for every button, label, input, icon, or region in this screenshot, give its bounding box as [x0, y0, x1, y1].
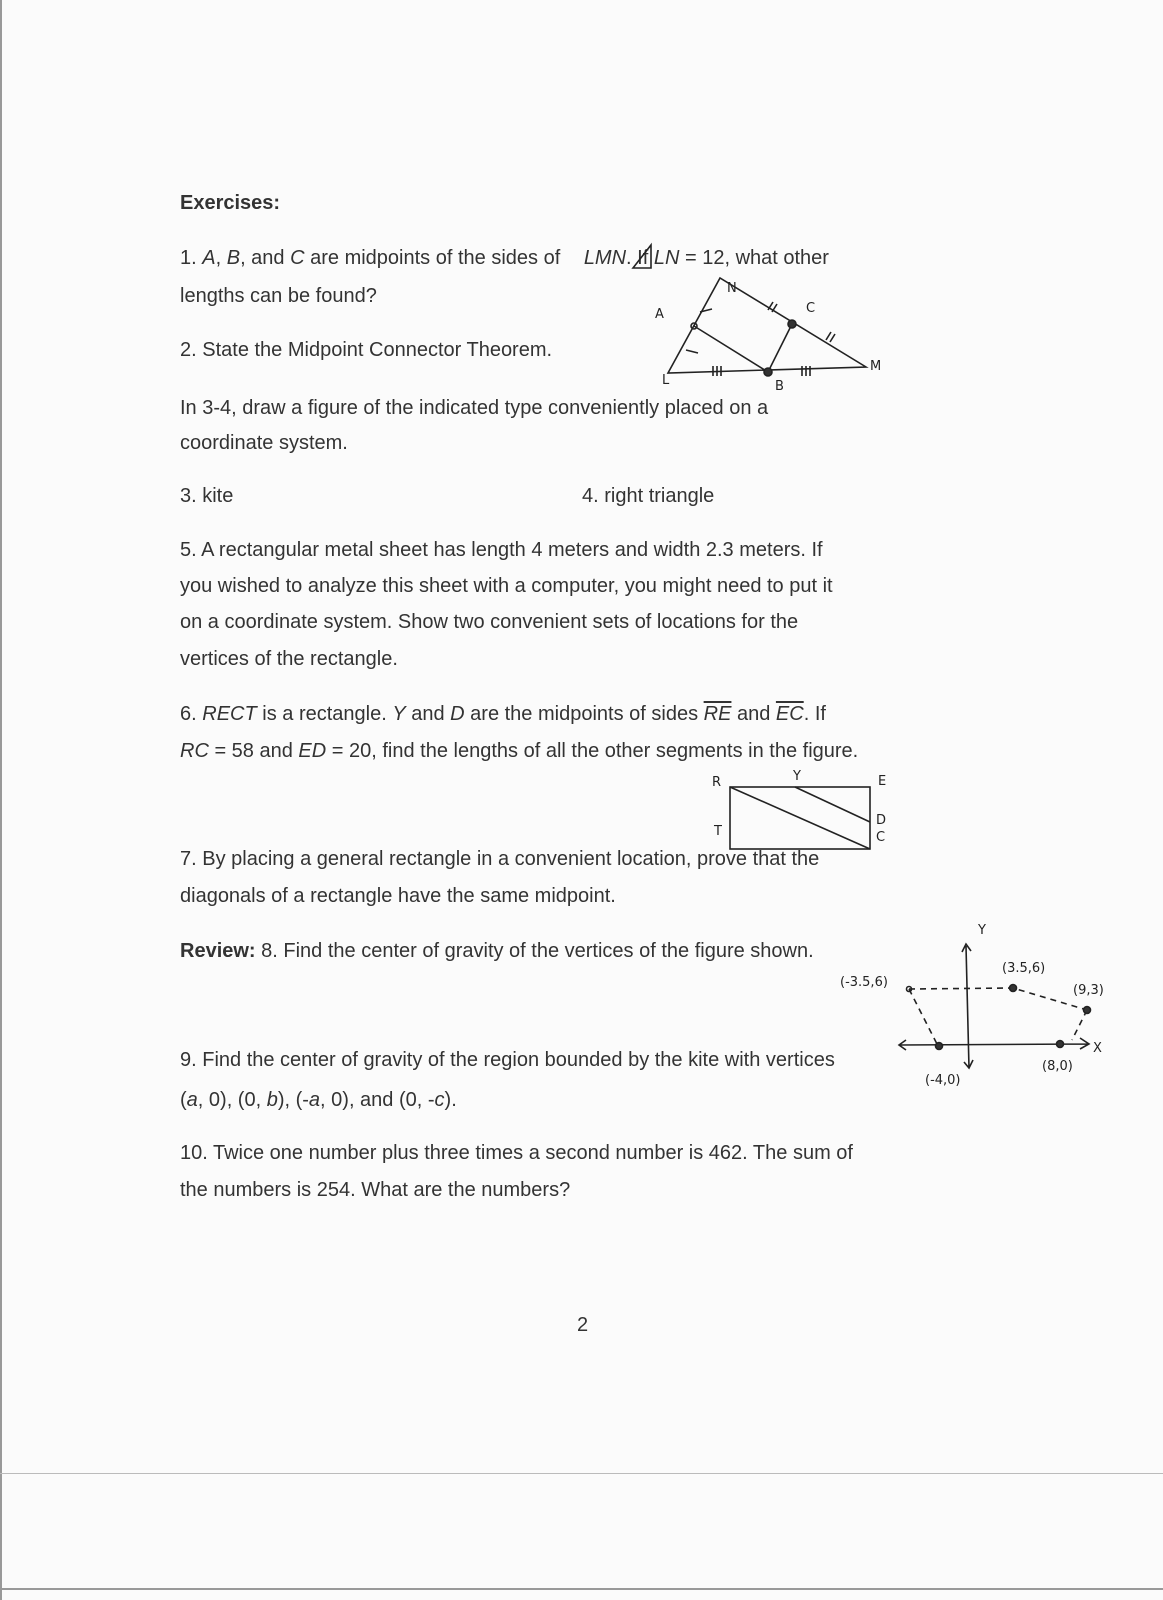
label-a: A [655, 307, 664, 322]
question-6-line2: RC = 58 and ED = 20, find the lengths of all the other segments in the figure. [180, 740, 859, 762]
label-x-axis: X [1093, 1041, 1102, 1056]
label-c: C [806, 301, 816, 316]
question-7-line2: diagonals of a rectangle have the same midpoint. [180, 885, 616, 907]
rectangle-rect-figure [712, 769, 886, 849]
question-9-line2: (a, 0), (0, b), (-a, 0), and (0, -c). [180, 1089, 457, 1111]
question-1: 1. A, B, and C are midpoints of the sides of LMN. If LN = 12, what other [180, 247, 829, 269]
label-l: L [662, 373, 670, 388]
label-point-3-5-6: (3.5,6) [1002, 961, 1046, 976]
question-7-line1: 7. By placing a general rectangle in a convenient location, prove that the [180, 848, 820, 870]
question-4: 4. right triangle [582, 485, 715, 507]
question-10-line2: the numbers is 254. What are the numbers? [180, 1179, 571, 1201]
label-point-8-0: (8,0) [1042, 1059, 1073, 1074]
instructions-3-4: In 3-4, draw a figure of the indicated type conveniently placed on a [180, 397, 769, 419]
label-b: B [775, 379, 784, 394]
question-10-line1: 10. Twice one number plus three times a second number is 462. The sum of [180, 1142, 853, 1164]
question-9: 9. Find the center of gravity of the region bounded by the kite with vertices [180, 1049, 835, 1071]
label-point-9-3: (9,3) [1073, 983, 1104, 998]
question-8: Review: 8. Find the center of gravity of the vertices of the figure shown. [180, 940, 814, 962]
question-5-line3: on a coordinate system. Show two convenient sets of locations for the [180, 611, 799, 633]
label-c-rect: C [876, 830, 886, 845]
question-3: 3. kite [180, 485, 234, 507]
question-1-line2: lengths can be found? [180, 285, 377, 307]
label-y-axis: Y [978, 923, 986, 938]
question-2: 2. State the Midpoint Connector Theorem. [180, 339, 553, 361]
label-point-neg3-5-6: (-3.5,6) [840, 975, 888, 990]
label-y: Y [793, 769, 801, 784]
instructions-3-4-line2: coordinate system. [180, 432, 348, 454]
label-d: D [876, 813, 887, 828]
question-5-line2: you wished to analyze this sheet with a computer, you might need to put it [180, 575, 833, 597]
page-number: 2 [577, 1314, 589, 1336]
label-e: E [878, 774, 887, 789]
label-t: T [714, 824, 722, 839]
question-5-line4: vertices of the rectangle. [180, 648, 398, 670]
triangle-lmn-figure [655, 278, 881, 394]
exercises-heading: Exercises: [180, 192, 281, 214]
label-m: M [870, 359, 882, 374]
question-5-line1: 5. A rectangular metal sheet has length 4 meters and width 2.3 meters. If [180, 539, 823, 561]
label-r: R [712, 775, 722, 790]
triangle-symbol-drawing [633, 245, 651, 268]
coordinate-graph-figure [840, 923, 1104, 1088]
label-n: N [727, 281, 737, 296]
question-6: 6. RECT is a rectangle. Y and D are the midpoints of sides $\overline{RE}$ and $\overline{EC}$. If [180, 703, 826, 725]
label-point-neg4-0: (-4,0) [925, 1073, 961, 1088]
